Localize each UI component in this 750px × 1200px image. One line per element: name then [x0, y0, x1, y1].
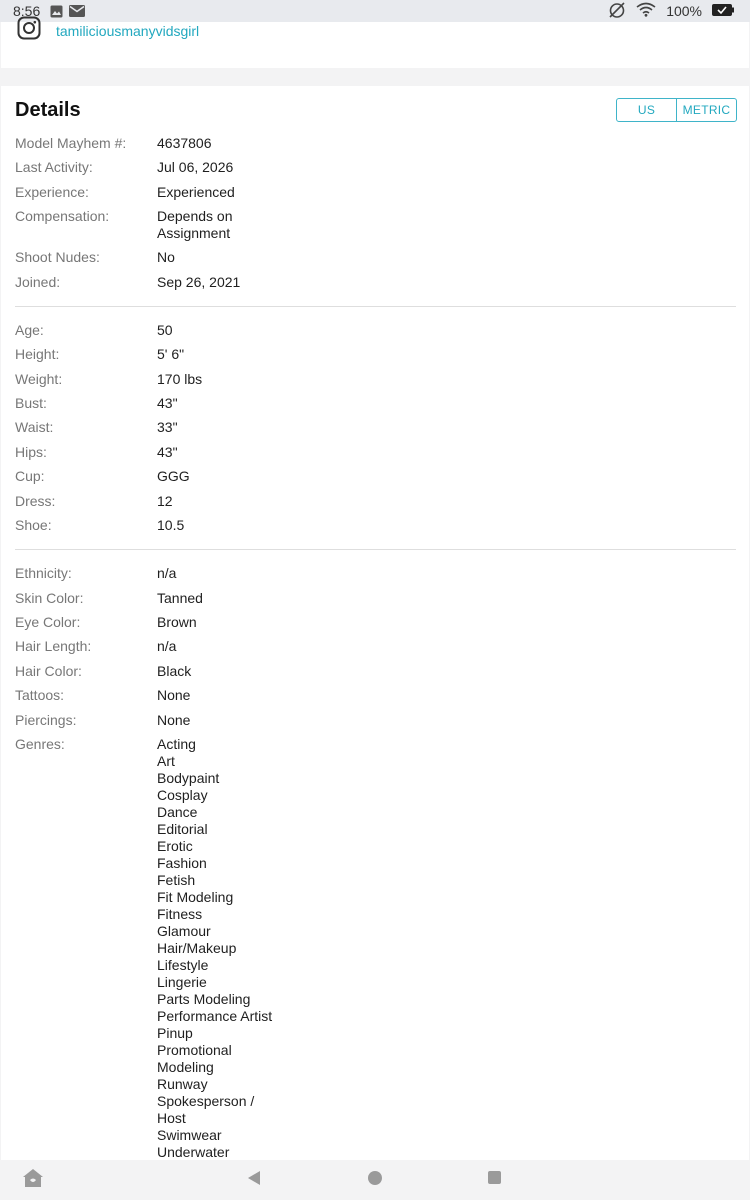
genre-item: Glamour	[157, 923, 211, 939]
detail-label: Bust:	[15, 395, 47, 411]
detail-label: Last Activity:	[15, 159, 93, 175]
genre-item: Acting	[157, 736, 196, 752]
genre-item: Cosplay	[157, 787, 208, 803]
detail-label: Joined:	[15, 274, 61, 290]
battery-icon	[712, 3, 734, 19]
detail-value: 5' 6"	[157, 346, 185, 362]
detail-label: Experience:	[15, 184, 89, 200]
genre-item: Fashion	[157, 855, 207, 871]
detail-value: 43"	[157, 395, 178, 411]
back-icon[interactable]	[246, 1170, 262, 1191]
metric-units-button[interactable]: METRIC	[676, 99, 736, 121]
genre-item: Lifestyle	[157, 957, 209, 973]
detail-label: Dress:	[15, 493, 56, 509]
section-divider	[15, 549, 736, 550]
detail-label: Piercings:	[15, 712, 77, 728]
detail-label: Ethnicity:	[15, 565, 72, 581]
detail-label: Waist:	[15, 419, 54, 435]
detail-value: 43"	[157, 444, 178, 460]
genre-item: Editorial	[157, 821, 208, 837]
instagram-icon[interactable]	[17, 16, 41, 45]
detail-label: Weight:	[15, 371, 63, 387]
home-app-icon[interactable]	[22, 1168, 44, 1193]
wifi-icon	[636, 2, 656, 20]
detail-label: Skin Color:	[15, 590, 84, 606]
recents-icon[interactable]	[488, 1171, 501, 1184]
us-units-button[interactable]: US	[637, 103, 656, 117]
details-title: Details	[15, 99, 81, 121]
battery-percent: 100%	[666, 3, 702, 19]
genre-item: Fit Modeling	[157, 889, 234, 905]
genre-item: Hair/Makeup	[157, 940, 237, 956]
detail-value: Jul 06, 2026	[157, 159, 234, 175]
navigation-bar	[0, 1160, 750, 1200]
genre-item: Erotic	[157, 838, 193, 854]
detail-label: Age:	[15, 322, 44, 338]
status-time: 8:56	[13, 3, 41, 19]
detail-label: Eye Color:	[15, 614, 81, 630]
detail-value: Black	[157, 663, 192, 679]
genre-item: Dance	[157, 804, 198, 820]
detail-value: None	[157, 687, 191, 703]
detail-value: 4637806	[157, 135, 212, 151]
genre-item: Bodypaint	[157, 770, 220, 786]
detail-value: 33"	[157, 419, 178, 435]
detail-label: Hips:	[15, 444, 47, 460]
unit-toggle	[616, 98, 737, 122]
genre-item: Runway	[157, 1076, 208, 1092]
detail-value: Brown	[157, 614, 197, 630]
detail-value: n/a	[157, 638, 177, 654]
status-bar	[0, 0, 750, 22]
detail-value: No	[157, 249, 175, 265]
genre-item: Lingerie	[157, 974, 207, 990]
image-icon	[50, 5, 63, 18]
detail-value: Tanned	[157, 590, 203, 606]
detail-label: Compensation:	[15, 208, 110, 224]
genres-list	[157, 736, 307, 1161]
genre-item: Art	[157, 753, 175, 769]
genre-item: Promotional Modeling	[157, 1042, 232, 1075]
detail-value: Experienced	[157, 184, 235, 200]
genre-item: Swimwear	[157, 1127, 222, 1143]
detail-value: 170 lbs	[157, 371, 203, 387]
home-icon[interactable]	[368, 1171, 382, 1185]
genre-item: Fetish	[157, 872, 196, 888]
detail-label: Tattoos:	[15, 687, 65, 703]
detail-value: None	[157, 712, 191, 728]
instagram-link[interactable]: tamiliciousmanyvidsgirl	[56, 23, 200, 39]
genre-item: Pinup	[157, 1025, 193, 1041]
detail-label: Model Mayhem #:	[15, 135, 127, 151]
detail-value: Sep 26, 2021	[157, 274, 241, 290]
genre-item: Spokesperson / Host	[157, 1093, 255, 1126]
genre-item: Parts Modeling	[157, 991, 251, 1007]
alarm-off-icon	[608, 1, 626, 22]
social-links-card	[1, 22, 749, 68]
detail-value: 10.5	[157, 517, 185, 533]
detail-label: Shoe:	[15, 517, 52, 533]
detail-label: Shoot Nudes:	[15, 249, 100, 265]
detail-label: Genres:	[15, 736, 65, 752]
detail-value: 50	[157, 322, 173, 338]
details-card	[1, 86, 749, 1160]
detail-label: Hair Color:	[15, 663, 82, 679]
genre-item: Fitness	[157, 906, 203, 922]
detail-label: Hair Length:	[15, 638, 92, 654]
section-divider	[15, 306, 736, 307]
genre-item: Performance Artist	[157, 1008, 273, 1024]
detail-label: Cup:	[15, 468, 45, 484]
genre-item: Underwater	[157, 1144, 230, 1160]
detail-value: 12	[157, 493, 173, 509]
detail-value: Depends on Assignment	[157, 208, 233, 241]
detail-value: GGG	[157, 468, 190, 484]
detail-label: Height:	[15, 346, 60, 362]
mail-icon	[69, 5, 85, 17]
detail-value: n/a	[157, 565, 177, 581]
